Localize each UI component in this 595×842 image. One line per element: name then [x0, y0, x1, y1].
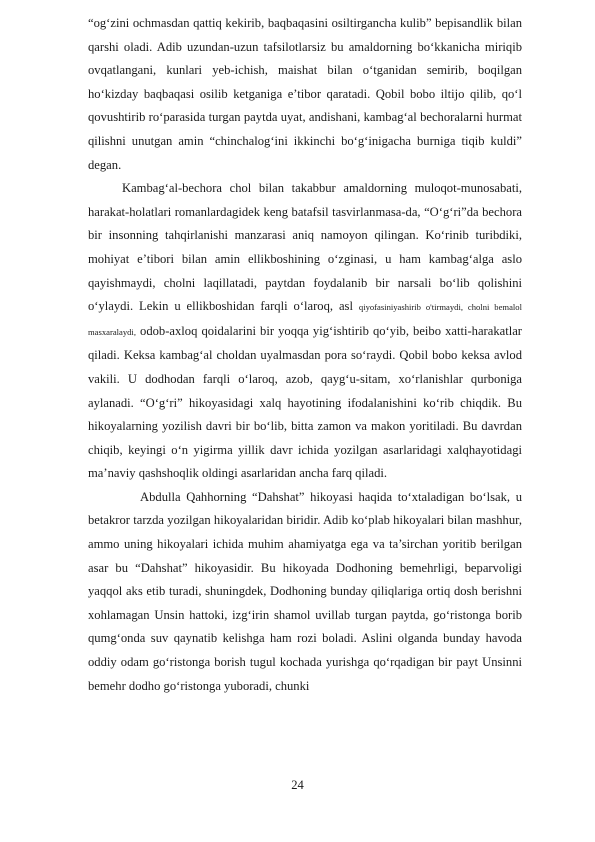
paragraph-1: “og‘zini ochmasdan qattiq kekirib, baqbaqasini osiltirgancha kulib” bepisandlik bilan qarshi oladi. Adib uzundan-uzun tafsilotlarsiz bu amaldorning bo‘kkanicha miriqib ovqatlangani, kunlari yeb-ichish, maishat bilan o‘tganidan semirib, boqilgan ho‘kizday baqbaqasi osilib ketganiga e’tibor qaratadi. Qobil bobo iltijo qilib, qo‘l qovushtirib ro‘parasida turgan paytda uyat, andishani, kambag‘al bechoralarni hurmat qilishni unutgan amin “chinchalog‘ini ikkinchi bo‘g‘inigacha burniga tiqib kuldi” degan. — [88, 16, 522, 172]
paragraph-3: Abdulla Qahhorning “Dahshat” hikoyasi haqida to‘xtaladigan bo‘lsak, u betakror tarzda yozilgan hikoyalaridan biridir. Adib ko‘plab hikoyalari bilan mashhur, ammo uning hikoyalari ichida muhim ahamiyatga ega va ta’sirchan yoritib berilgan asar bu “Dahshat” hikoyasidir. Bu hikoyada Dodhoning bemehrligi, beparvoligi yaqqol aks etib turadi, shuningdek, Dodhoning bunday qiliqlariga ortiq dosh berishni xohlamagan Unsin hattoki, izg‘irin shamol uvillab turgan paytda, go‘ristonga borib qumg‘onda suv qaynatib kelishga ham rozi boladi. Aslini olganda bunday havoda oddiy odam go‘ristonga borish tugul kochada yurishga qo‘rqadigan bir payt Unsinni bemehr dodho go‘ristonga yuboradi, chunki — [88, 489, 522, 693]
body-text — [88, 12, 522, 698]
paragraph-2 — [88, 177, 522, 486]
paragraph-2-part-1: Kambag‘al-bechora chol bilan takabbur amaldorning muloqot-munosabati, harakat-holatlari romanlardagidek keng batafsil tasvirlanmasa-da, “O‘g‘ri”da bechora bir insonning tahqirlanishi manzarasi aniq namoyon qilingan. Ko‘rinib turibdiki, mohiyat e’tibori bilan amin ellikboshining o‘zginasi, u ham kambag‘alga aslo qayishmaydi, cholni laqillatadi, paytdan foydalanib bir narsali bo‘lib qolishini o‘ylaydi. Lekin u ellikboshidan farqli o‘laroq, asl — [88, 181, 522, 314]
paragraph-2-part-2: odob-axloq qoidalarini bir yoqqa yig‘ishtirib qo‘yib, beibo xatti-harakatlar qiladi. Keksa kambag‘al choldan uyalmasdan pora so‘raydi. Qobil bobo keksa avlod vakili. U dodhodan farqli o‘laroq, azob, qayg‘u-sitam, xo‘rlanishlar qurboniga aylanadi. “O‘g‘ri” hikoyasidagi xalq hayotining ifodalanishini ko‘rib chiqdik. Bu hikoyalarning yozilish davri bir bo‘lib, bitta zamon va makon yoritiladi. Bu davrdan chiqib, keyingi o‘n yigirma yillik davr ichida yozilgan asarlaridagi xalqhayotidagi ma’naviy qashshoqlik oldingi asarlaridan ancha farq qiladi. — [88, 323, 522, 481]
page-number: 24 — [291, 778, 304, 792]
paragraph-2-small-text: qiyofasiniyashirib o'tirmaydi, cholni bemalol masxaralaydi, — [88, 302, 522, 337]
